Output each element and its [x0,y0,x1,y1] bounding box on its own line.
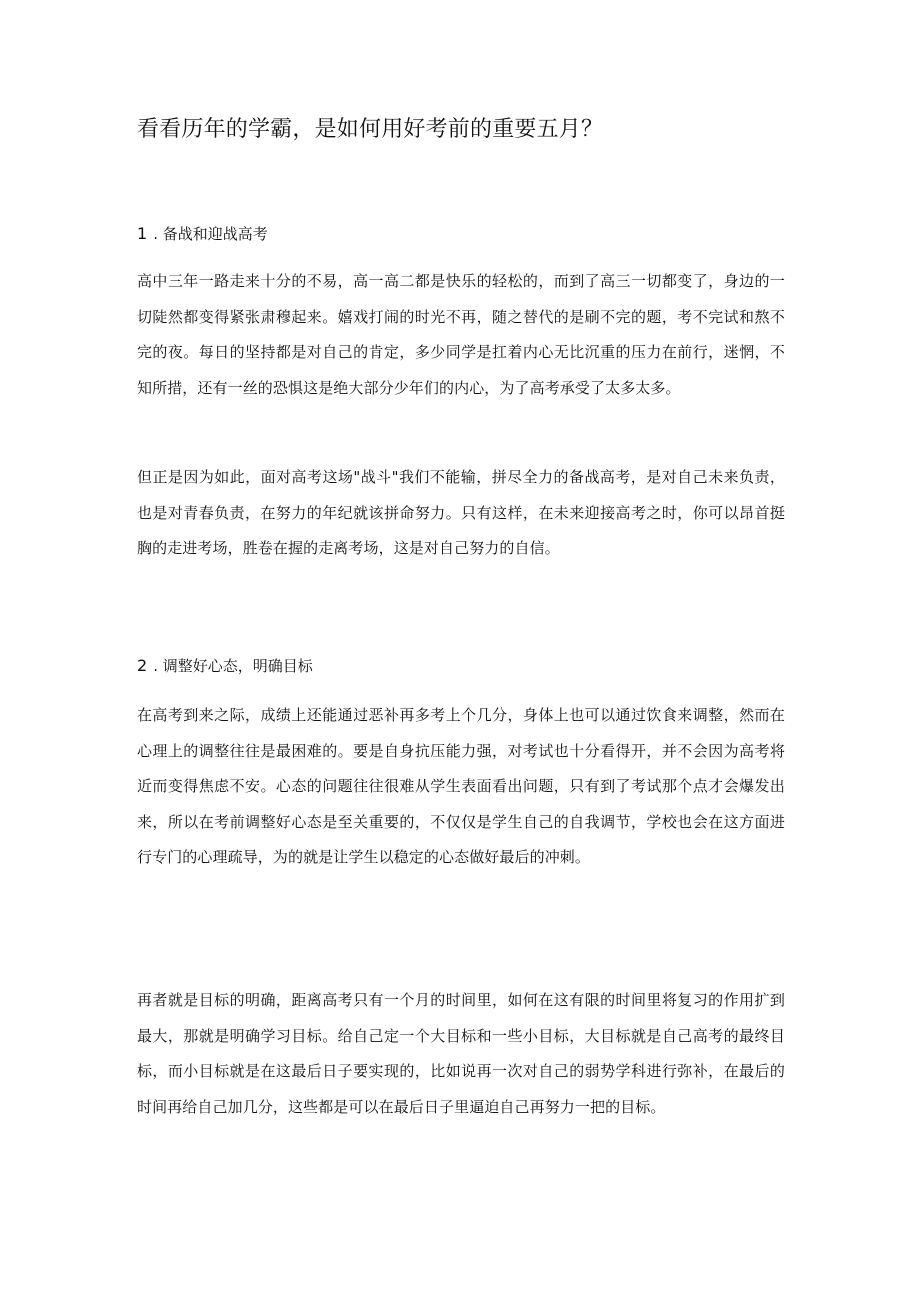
paragraph-1: 高中三年一路走来十分的不易，高一高二都是快乐的轻松的，而到了高三一切都变了，身边的一切陡然都变得紧张肃穆起来。嬉戏打闹的时光不再，随之替代的是刷不完的题，考不完试和熬不完的夜。每日的坚持都是对自己的肯定，多少同学是扛着内心无比沉重的压力在前行，迷惘，不知所措，还有一丝的恐惧这是绝大部分少年们的内心，为了高考承受了太多太多。 [137,272,785,397]
section-number-1: 1 [137,224,148,243]
section-number-2: 2 [137,656,148,675]
paragraph-3: 在高考到来之际，成绩上还能通过恶补再多考上个几分，身体上也可以通过饮食来调整，然而在心理上的调整往往是最困难的。要是自身抗压能力强，对考试也十分看得开，并不会因为高考将近而变得焦虑不安。心态的问题往往很难从学生表面看出问题，只有到了考试那个点才会爆发出来，所以在考前调整好心态是至关重要的，不仅仅是学生自己的自我调节，学校也会在这方面进行专门的心理疏导，为的就是让学生以稳定的心态做好最后的冲刺。 [137,706,785,866]
paragraph-2: 但正是因为如此，面对高考这场"战斗"我们不能输，拼尽全力的备战高考，是对自己未来负责，也是对青春负责，在努力的年纪就该拼命努力。只有这样，在未来迎接高考之时，你可以昂首挺胸的走进考场，胜卷在握的走离考场，这是对自己努力的自信。 [137,468,785,557]
section-heading-2 [137,655,797,677]
section-heading-text-1: . 备战和迎战高考 [153,225,268,243]
section-heading-text-2: . 调整好心态，明确目标 [153,657,313,675]
paragraph-4: 再者就是目标的明确，距离高考只有一个月的时间里，如何在这有限的时间里将复习的作用扩到最大，那就是明确学习目标。给自己定一个大目标和一些小目标，大目标就是自己高考的最终目标，而小目标就是在这最后日子要实现的，比如说再一次对自己的弱势学科进行弥补，在最后的时间再给自己加几分，这些都是可以在最后日子里逼迫自己再努力一把的目标。 [137,991,785,1116]
page-title: 看看历年的学霸，是如何用好考前的重要五月？ [137,117,604,142]
section-heading-1 [137,223,797,245]
